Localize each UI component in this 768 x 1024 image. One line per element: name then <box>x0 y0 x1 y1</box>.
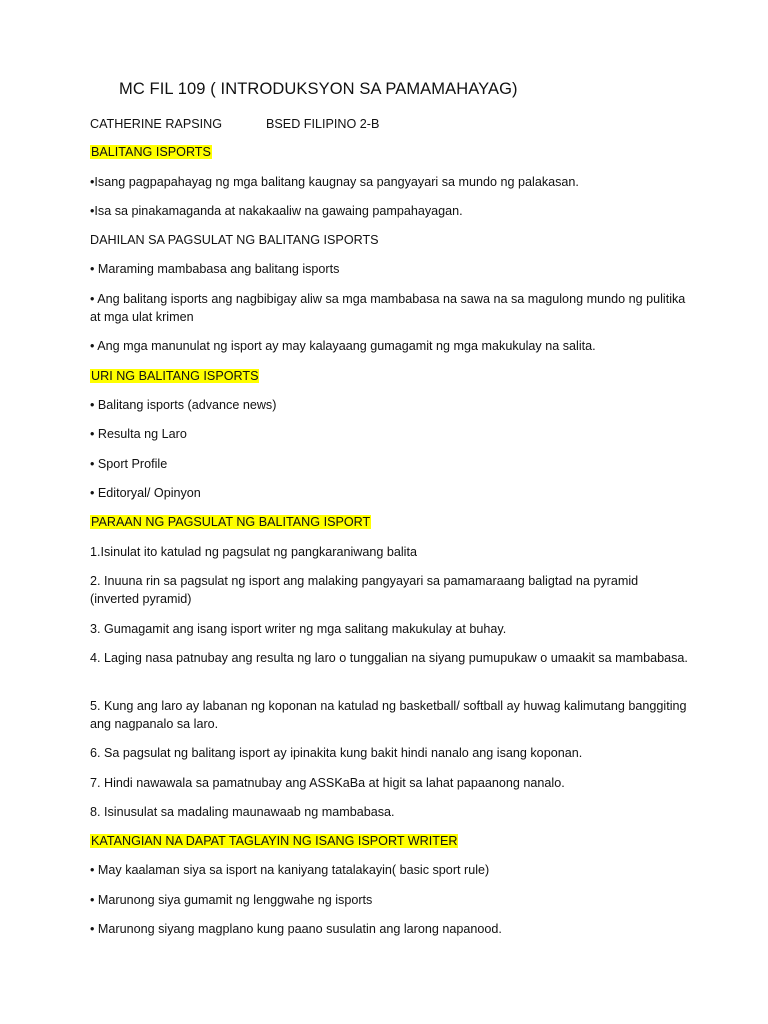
list-item: 6. Sa pagsulat ng balitang isport ay ipinakita kung bakit hindi nanalo ang isang koponan. <box>90 746 583 760</box>
list-item: • Balitang isports (advance news) <box>90 398 277 412</box>
highlight: PARAAN NG PAGSULAT NG BALITANG ISPORT <box>91 515 371 529</box>
list-item: 3. Gumagamit ang isang isport writer ng mga salitang makukulay at buhay. <box>90 622 507 636</box>
section-heading-uri <box>90 367 259 385</box>
list-item: • Ang balitang isports ang nagbibigay aliw sa mga mambabasa na sawa na sa magulong mundo ng pulitika at mga ulat krimen <box>90 292 686 324</box>
list-item: • Marunong siyang magplano kung paano susulatin ang larong napanood. <box>90 922 502 936</box>
course-name: BSED FILIPINO 2-B <box>266 117 380 131</box>
section-heading-balitang-isports <box>90 143 212 161</box>
list-item: 2. Inuuna rin sa pagsulat ng isport ang malaking pangyayari sa pamamaraang baligtad na pyramid (inverted pyramid) <box>90 574 639 606</box>
list-item: 1.Isinulat ito katulad ng pagsulat ng pangkaraniwang balita <box>90 545 417 559</box>
list-item: 8. Isinusulat sa madaling maunawaab ng mambabasa. <box>90 805 395 819</box>
list-item: • Sport Profile <box>90 457 168 471</box>
list-item: • Resulta ng Laro <box>90 427 187 441</box>
list-item: • Marunong siya gumamit ng lenggwahe ng isports <box>90 893 373 907</box>
highlight: KATANGIAN NA DAPAT TAGLAYIN NG ISANG ISPORT WRITER <box>91 834 458 848</box>
list-item: 4. Laging nasa patnubay ang resulta ng laro o tunggalian na siyang pumupukaw o umaakit sa mambabasa. <box>90 651 688 665</box>
list-item: • May kaalaman siya sa isport na kaniyang tatalakayin( basic sport rule) <box>90 863 490 877</box>
highlight: BALITANG ISPORTS <box>91 145 211 159</box>
list-item: • Editoryal/ Opinyon <box>90 486 201 500</box>
list-item: • Maraming mambabasa ang balitang isports <box>90 262 340 276</box>
document-title: MC FIL 109 ( INTRODUKSYON SA PAMAMAHAYAG) <box>119 80 518 98</box>
list-item: 5. Kung ang laro ay labanan ng koponan na katulad ng basketball/ softball ay huwag kalimutang banggiting ang nagpanalo sa laro. <box>90 699 687 731</box>
author-name: CATHERINE RAPSING <box>90 117 223 131</box>
list-item: 7. Hindi nawawala sa pamatnubay ang ASSKaBa at higit sa lahat papaanong nanalo. <box>90 776 565 790</box>
section-heading-katangian <box>90 832 458 850</box>
section-heading-paraan <box>90 513 371 531</box>
section-heading-dahilan: DAHILAN SA PAGSULAT NG BALITANG ISPORTS <box>90 233 379 247</box>
highlight: URI NG BALITANG ISPORTS <box>91 369 259 383</box>
list-item: • Ang mga manunulat ng isport ay may kalayaang gumagamit ng mga makukulay na salita. <box>90 339 596 353</box>
paragraph: •Isa sa pinakamaganda at nakakaaliw na gawaing pampahayagan. <box>90 204 463 218</box>
paragraph: •Isang pagpapahayag ng mga balitang kaugnay sa pangyayari sa mundo ng palakasan. <box>90 175 579 189</box>
